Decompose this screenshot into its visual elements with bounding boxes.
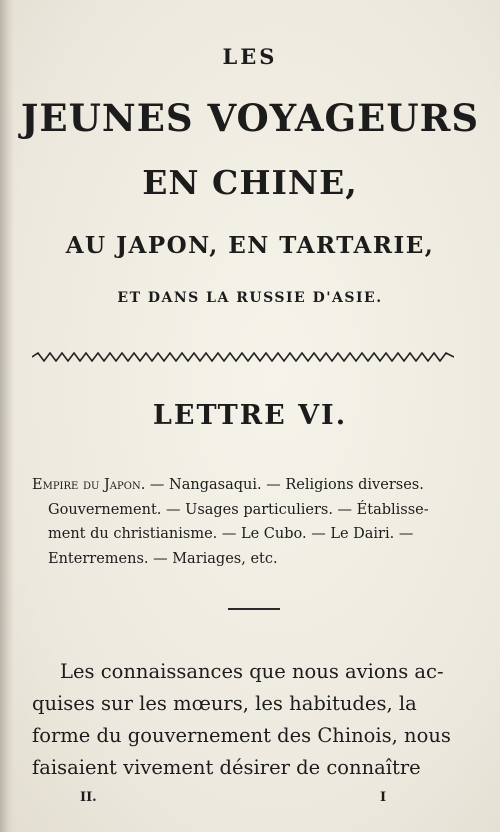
title-main: JEUNES VOYAGEURS [20,96,480,140]
signature-mark: II. [80,790,97,805]
summary-line-1 [32,473,464,498]
chapter-heading: LETTRE VI. [152,400,348,431]
ornamental-rule [32,352,454,362]
title-russie: ET DANS LA RUSSIE D'ASIE. [117,290,383,306]
summary-line-2: Gouvernement. — Usages particuliers. — Établisse- [48,501,429,518]
chapter-summary [32,473,464,571]
summary-lead: Empire du Japon. [32,477,146,493]
summary-line-4: Enterremens. — Mariages, etc. [48,550,278,567]
summary-line-3: ment du christianisme. — Le Cubo. — Le Dairi. — [48,526,414,542]
body-line-4: faisaient vivement désirer de connaître [32,756,421,779]
body-line-1: Les connaissances que nous avions ac- [60,660,444,683]
title-en-chine: EN CHINE, [142,163,358,202]
title-japon-tartarie: AU JAPON, EN TARTARIE, [65,232,435,259]
body-line-3: forme du gouvernement des Chinois, nous [32,724,451,747]
title-les: LES [222,44,278,69]
summary-line-1-rest: — Nangasaqui. — Religions diverses. [145,477,424,493]
body-line-2: quises sur les mœurs, les habitudes, la [32,692,417,715]
body-text [32,656,464,784]
section-divider [228,608,280,610]
page-marker: I [380,790,387,805]
